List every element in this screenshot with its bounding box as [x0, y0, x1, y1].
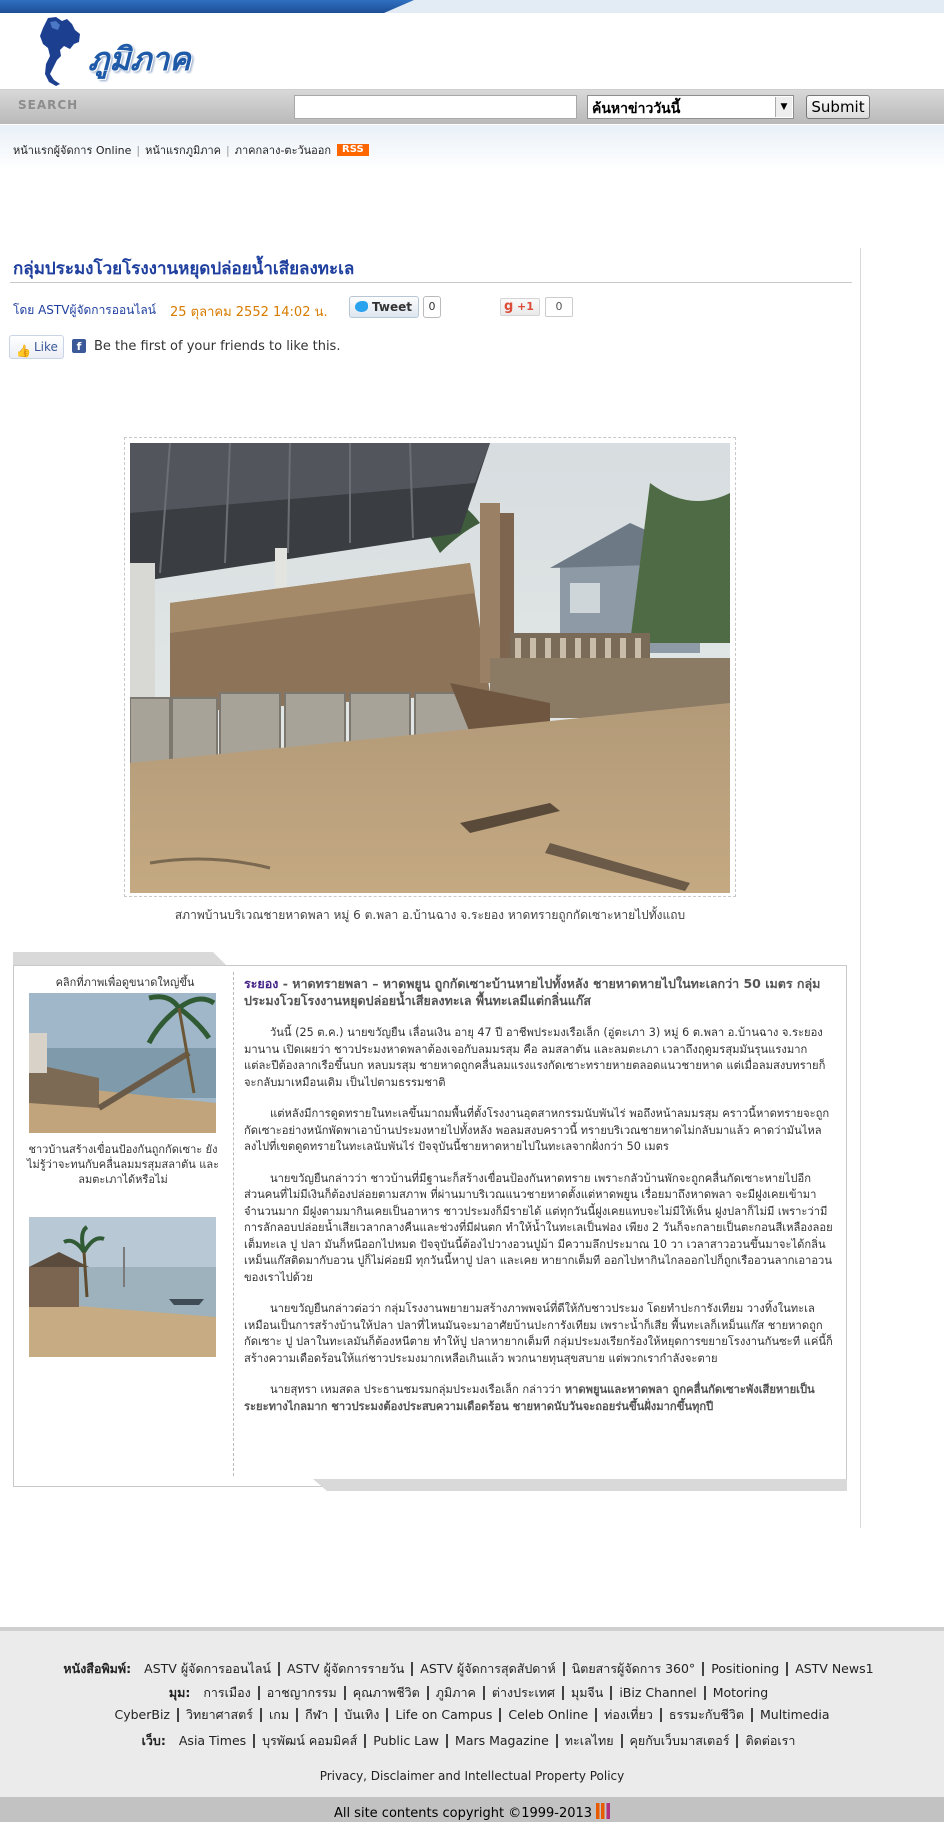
main-photo[interactable] [130, 443, 730, 893]
footer-link[interactable]: คุยกับเว็บมาสเตอร์ [623, 1734, 739, 1748]
footer-link[interactable]: ASTV ผู้จัดการสุดสัปดาห์ [413, 1662, 564, 1676]
title-divider [10, 282, 852, 283]
footer-link[interactable]: บุรพัฒน์ คอมมิคส์ [255, 1734, 366, 1748]
footer-link[interactable]: บันเทิง [337, 1708, 388, 1722]
thailand-map-logo-icon[interactable] [34, 16, 90, 88]
google-plus-count: 0 [545, 297, 573, 317]
google-plus-button[interactable] [500, 298, 540, 316]
article-paragraph-3: นายขวัญยืนกล่าวว่า ชาวบ้านที่มีฐานะก็สร้างเขื่อนป้องกันหาดทราย เพราะกลัวบ้านพักจะถูกคลื่นกัดเซาะหายไปอีก ส่วนคนที่ไม่มีเงินก็ต้องปล่อยตามสภาพ ที่ผ่านมาบริเวณแนวชายหาดตั้งแต่หาดพยูน เรื่อยมาถึงหาดพลา จะมีฝูงเคยเข้ามาจำนวนมาก มีฝูงตามมากินเคยเป็นอาหาร ชาวประมงก็มีรายได้ แต่ทุกวันนี้ฝูงเคยแทบจะไม่มีให้เห็น ฝูงปลาก็ไม่มี เพราะว่ามีการลักลอบปล่อยน้ำเสียเวลากลางคืนและช่วงที่มีฝนตก ทำให้น้ำในทะเลเป็นฟอง เพียง 2 วันก็จะกลายเป็นตะกอนสีเหลืองลอยเต็มทะเล ปู ปลา มันก็หนีออกไปหมด ปัจจุบันนี้ต้องไปวางอวนปูม้า มีความลึกประมาณ 10 วา เวลาสาวอวนขึ้นมาจะได้กลิ่นเหม็นแก๊สติดมากับอวน ปูก็ไม่ค่อยมี ทุกวันนี้หาปู ปลา และเคย หายากเต็มที ออกไปหากินไกลออกไปก็ถูกเรืออวนลากเอาอวนของเราไปด้วย [244, 1171, 833, 1284]
facebook-like-text: Be the first of your friends to like this. [94, 339, 341, 354]
breadcrumb-link-region-home[interactable]: หน้าแรกภูมิภาค [145, 144, 221, 157]
search-input[interactable] [294, 95, 577, 119]
footer [0, 1627, 944, 1822]
footer-link[interactable]: คุณภาพชีวิต [346, 1686, 429, 1700]
footer-link[interactable]: ติดต่อเรา [745, 1733, 796, 1748]
footer-link[interactable]: Motoring [712, 1685, 769, 1700]
footer-link[interactable]: มุมจีน [564, 1686, 612, 1700]
paragraph-5-quote: หาดพยูนและหาดพลา ถูกคลื่นกัดเซาะพังเสียหายเป็นระยะทางไกลมาก ชาวประมงต้องประสบความเดือดร้อน ชายหาดนับวันจะถอยร่นขึ้นฝั่งมากขึ้นทุกปี [244, 1383, 815, 1413]
sidebar-divider [233, 972, 234, 1476]
footer-link[interactable]: นิตยสารผู้จัดการ 360° [565, 1662, 705, 1676]
lead-text: - หาดทรายพลา – หาดพยูน ถูกกัดเซาะบ้านหายไปทั้งหลัง ชายหาดหายไปในทะเลกว่า 50 เมตร กลุ่มประมงโวยโรงงานหยุดปล่อยน้ำเสียลงทะเล พื้นทะเลมีแต่กลิ่นแก๊ส [244, 976, 821, 1008]
article-title: กลุ่มประมงโวยโรงงานหยุดปล่อยน้ำเสียลงทะเล [13, 259, 355, 279]
sidebar-photo-seawall[interactable] [29, 993, 216, 1133]
footer-link[interactable]: ภูมิภาค [429, 1686, 485, 1700]
breadcrumb-background [0, 125, 944, 200]
search-scope-select[interactable] [587, 95, 794, 119]
footer-link[interactable]: CyberBiz [107, 1708, 179, 1722]
sidebar-photo-beach[interactable] [29, 1217, 216, 1357]
footer-link[interactable]: การเมือง [196, 1686, 259, 1700]
copyright-line [0, 1803, 944, 1821]
footer-link[interactable]: ต่างประเทศ [485, 1686, 564, 1700]
lead-place: ระยอง [244, 976, 279, 991]
main-photo-caption: สภาพบ้านบริเวณชายหาดพลา หมู่ 6 ต.พลา อ.บ้านฉาง จ.ระยอง หาดทรายถูกกัดเซาะหายไปทั้งแถบ [174, 908, 686, 922]
facebook-icon: f [72, 339, 86, 353]
thumbs-up-icon: 👍 [16, 344, 31, 358]
article-lead [244, 975, 833, 1009]
search-scope-value: ค้นหาข่าววันนี้ [592, 101, 681, 117]
footer-link[interactable]: ASTV ผู้จัดการรายวัน [280, 1662, 413, 1676]
footer-label-websites: เว็บ: [141, 1733, 166, 1748]
footer-label-sections: มุม: [168, 1685, 191, 1700]
breadcrumb-link-central-east[interactable]: ภาคกลาง-ตะวันออก [234, 144, 332, 157]
footer-link[interactable]: Life on Campus [388, 1708, 501, 1722]
footer-link[interactable]: ทะเลไทย [558, 1734, 623, 1748]
rss-badge[interactable]: RSS [337, 144, 369, 156]
footer-link[interactable]: Asia Times [172, 1734, 255, 1748]
astv-logo-icon [596, 1803, 610, 1819]
article-paragraph-1: วันนี้ (25 ต.ค.) นายขวัญยืน เลื่อนเงิน อายุ 47 ปี อาชีพประมงเรือเล็ก (อู่ตะเภา 3) หมู่ 6 ต.พลา อ.บ้านฉาง จ.ระยอง มานาน เปิดเผยว่า ชาวประมงหาดพลาต้องเจอกับลมมรสุม คือ ลมสลาตัน และลมตะเภา เวลาถึงฤดูมรสุมมันรุนแรงมาก แต่ละปีต้องลากเรือขึ้นบก หลบมรสุม ชายหาดถูกคลื่นลมแรงแรงกัดเซาะทรายหายตลอดแนวชายหาด แต่เมื่อลมสงบทรายก็จะกลับมาเหมือนเดิม เป็นไปตามธรรมชาติ [244, 1026, 826, 1089]
twitter-bird-icon [355, 301, 368, 312]
paragraph-5-start: นายสุทรา เหมสดล ประธานชมรมกลุ่มประมงเรือเล็ก กล่าวว่า [270, 1383, 565, 1396]
sidebar-heading: คลิกที่ภาพเพื่อดูขนาดใหญ่ขึ้น [55, 976, 195, 989]
footer-link[interactable]: ท่องเที่ยว [597, 1708, 662, 1722]
tweet-label: Tweet [372, 300, 412, 314]
google-plus-icon: g [504, 299, 514, 314]
footer-link[interactable]: Positioning [704, 1662, 788, 1676]
article-paragraph-5 [244, 1382, 833, 1415]
footer-link[interactable]: ASTV News1 [795, 1661, 874, 1676]
footer-label-newspapers: หนังสือพิมพ์: [63, 1661, 132, 1676]
footer-link[interactable]: iBiz Channel [612, 1686, 705, 1700]
right-column-divider [860, 248, 861, 1528]
site-logo-text[interactable]: ภูมิภาค [88, 40, 191, 78]
tweet-count: 0 [423, 296, 441, 318]
search-label: SEARCH [18, 98, 79, 112]
footer-link[interactable]: Celeb Online [501, 1708, 597, 1722]
chevron-down-icon[interactable]: ▼ [775, 97, 792, 117]
breadcrumb-link-manager-home[interactable]: หน้าแรกผู้จัดการ Online [13, 144, 132, 157]
article-date: 25 ตุลาคม 2552 14:02 น. [170, 305, 328, 320]
sidebar-photo-caption: ชาวบ้านสร้างเขื่อนป้องกันถูกกัดเซาะ ยังไม่รู้ว่าจะทนกับคลื่นลมมรสุมสลาตัน และลมตะเภาได้หรือไม่ [26, 1143, 220, 1186]
content-box-bottom-bar [313, 1479, 847, 1491]
submit-button[interactable]: Submit [806, 95, 870, 119]
like-label: Like [34, 340, 58, 354]
content-box-top-bar [13, 952, 847, 966]
footer-link[interactable]: ASTV ผู้จัดการออนไลน์ [137, 1662, 280, 1676]
breadcrumb: หน้าแรกผู้จัดการ Online | หน้าแรกภูมิภาค | ภาคกลาง-ตะวันออก RSS [13, 141, 369, 159]
footer-link[interactable]: Mars Magazine [448, 1734, 558, 1748]
google-plus-label: +1 [517, 300, 534, 313]
article-paragraph-4: นายขวัญยืนกล่าวต่อว่า กลุ่มโรงงานพยายามสร้างภาพพจน์ที่ดีให้กับชาวประมง โดยทำปะการังเทียม วางทิ้งในทะเล เหมือนเป็นการสร้างบ้านให้ปลา ปลาที่ไหนมันจะมาอาศัยบ้านปะการังเทียม เพราะน้ำก็เสีย พื้นทะเลก็เหม็นแก๊ส ชายหาดถูกกัดเซาะ ปู ปลาในทะเลมันก็ต้องหนีตาย ทำให้ปู ปลาหายากเต็มที กลุ่มประมงเรียกร้องให้หยุดการขยายโรงงานกันซะที แค่นี้ก็สร้างความเดือดร้อนให้แก่ชาวประมงมากเหลือเกินแล้ว พวกนายทุนสุขสบาย แต่พวกเรากำลังจะตาย [244, 1302, 833, 1365]
footer-link[interactable]: อาชญากรรม [260, 1686, 346, 1700]
footer-link[interactable]: เกม [262, 1708, 298, 1722]
footer-link[interactable]: Multimedia [760, 1707, 830, 1722]
footer-row-topics [0, 1707, 944, 1722]
footer-link[interactable]: กีฬา [298, 1708, 337, 1722]
footer-row-sections [0, 1683, 944, 1703]
top-stripe [0, 0, 944, 13]
policy-link[interactable]: Privacy, Disclaimer and Intellectual Property Policy [319, 1769, 625, 1783]
tweet-button[interactable] [349, 296, 419, 318]
footer-link[interactable]: วิทยาศาสตร์ [179, 1708, 262, 1722]
article-body [244, 975, 833, 1430]
footer-link[interactable]: ธรรมะกับชีวิต [662, 1708, 753, 1722]
copyright-text: All site contents copyright ©1999-2013 [333, 1806, 593, 1821]
article-byline: โดย ASTVผู้จัดการออนไลน์ [13, 303, 156, 317]
footer-row-newspapers [0, 1659, 944, 1679]
footer-row-websites [0, 1731, 944, 1751]
facebook-like-button[interactable] [9, 335, 64, 359]
article-paragraph-2: แต่หลังมีการดูดทรายในทะเลขึ้นมาถมพื้นที่ตั้งโรงงานอุตสาหกรรมนับพันไร่ พอถึงหน้าลมมรสุม คราวนี้หาดทรายจะถูกกัดเซาะอย่างหนักพัดพาเอาบ้านประมงหายไปทั้งหลัง พอลมสงบคราวนี้ ทรายบริเวณชายหาดไม่กลับมาแล้ว คาดว่ามันไหลลงไปที่เขตดูดทรายในทะเลนับพันไร่ ปัจจุบันนี้ชายหาดหายไปในทะเลจากฝั่งกว่า 50 เมตร [244, 1107, 830, 1153]
footer-link[interactable]: Public Law [366, 1734, 448, 1748]
